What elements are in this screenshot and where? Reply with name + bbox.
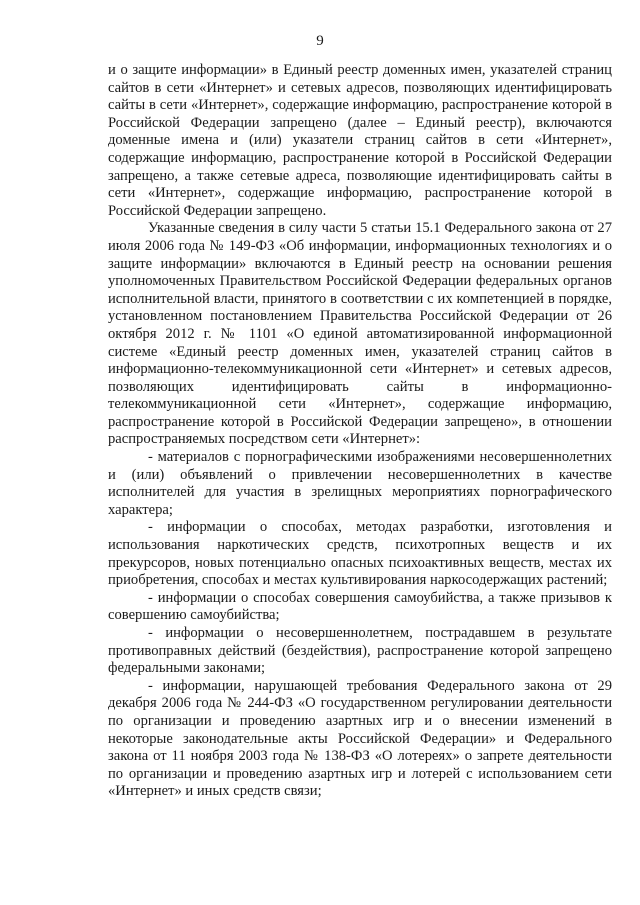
page-number: 9 bbox=[316, 33, 324, 49]
list-item-minor-victim-info: - информации о несовершеннолетнем, пострадавшем в результате противоправных действий (бездействия), распространение которой запрещено федеральными законами; bbox=[108, 625, 612, 677]
paragraph-continuation: и о защите информации» в Единый реестр доменных имен, указателей страниц сайтов в сети «Интернет» и сетевых адресов, позволяющих идентифицировать сайты в сети «Интернет», содержащие информацию, распространение которой в Российской Федерации запрещено (далее – Единый реестр), включаются доменные имена и (или) указатели страниц сайтов в сети «Интернет», содержащие информацию, распространение которой в Российской Федерации запрещено, а также сетевые адреса, позволяющие идентифицировать сайты в сети «Интернет», содержащие информацию, распространение которой в Российской Федерации запрещено. bbox=[108, 62, 612, 219]
body-text bbox=[108, 62, 612, 801]
paragraph-registry-info: Указанные сведения в силу части 5 статьи 15.1 Федерального закона от 27 июля 2006 года № 149-ФЗ «Об информации, информационных технологиях и о защите информации» включаются в Единый реестр на основании решения уполномоченных Правительством Российской Федерации федеральных органов исполнительной власти, принятого в соответствии с их компетенцией в порядке, установленном постановлением Правительства Российской Федерации от 26 октября 2012 г. № 1101 «О единой автоматизированной информационной системе «Единый реестр доменных имен, указателей страниц сайтов в информационно-телекоммуникационной сети «Интернет» и сетевых адресов, позволяющих идентифицировать сайты в информационно-телекоммуникационной сети «Интернет», содержащие информацию, распространение которой в Российской Федерации запрещено», в отношении распространяемых посредством сети «Интернет»: bbox=[108, 220, 612, 448]
list-item-pornographic-materials: - материалов с порнографическими изображениями несовершеннолетних и (или) объявлений о привлечении несовершеннолетних в качестве исполнителей для участия в зрелищных мероприятиях порнографического характера; bbox=[108, 449, 612, 518]
list-item-narcotics-info: - информации о способах, методах разработки, изготовления и использования наркотических средств, психотропных веществ и их прекурсоров, новых потенциально опасных психоактивных веществ, местах их приобретения, способах и местах культивирования наркосодержащих растений; bbox=[108, 519, 612, 589]
list-item-suicide-info: - информации о способах совершения самоубийства, а также призывов к совершению самоубийства; bbox=[108, 589, 612, 624]
list-item-gambling-info: - информации, нарушающей требования Федерального закона от 29 декабря 2006 года № 244-ФЗ «О государственном регулировании деятельности по организации и проведению азартных игр и о внесении изменений в некоторые законодательные акты Российской Федерации» и Федерального закона от 11 ноября 2003 года № 138-ФЗ «О лотереях» о запрете деятельности по организации и проведению азартных игр и лотерей с использованием сети «Интернет» и иных средств связи; bbox=[108, 677, 612, 800]
